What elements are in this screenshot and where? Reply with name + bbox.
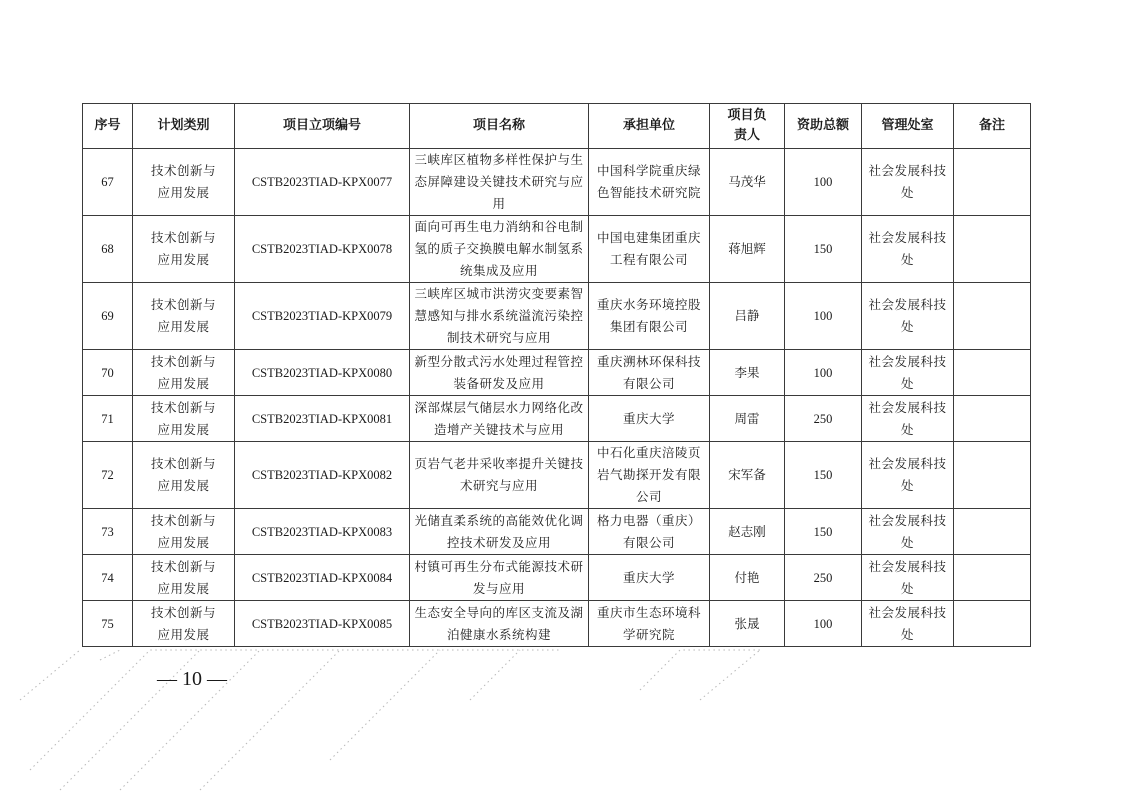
- cell-leader: 吕静: [710, 283, 785, 350]
- cell-dept: 社会发展科技处: [862, 442, 954, 509]
- table-header-row: [83, 104, 1031, 149]
- cell-category: 技术创新与应用发展: [133, 350, 235, 396]
- cell-seq: 69: [83, 283, 133, 350]
- cell-leader: 宋军备: [710, 442, 785, 509]
- header-leader: 项目负责人: [710, 104, 785, 149]
- cell-seq: 72: [83, 442, 133, 509]
- cell-dept: 社会发展科技处: [862, 509, 954, 555]
- header-code: 项目立项编号: [235, 104, 410, 149]
- cell-seq: 74: [83, 555, 133, 601]
- cell-note: [954, 601, 1031, 647]
- table-row: [83, 216, 1031, 283]
- cell-leader: 付艳: [710, 555, 785, 601]
- cell-name: 深部煤层气储层水力网络化改造增产关键技术与应用: [410, 396, 589, 442]
- cell-note: [954, 442, 1031, 509]
- cell-code: CSTB2023TIAD-KPX0081: [235, 396, 410, 442]
- cell-dept: 社会发展科技处: [862, 283, 954, 350]
- table-row: [83, 149, 1031, 216]
- cell-category: 技术创新与应用发展: [133, 283, 235, 350]
- cell-amount: 250: [785, 555, 862, 601]
- cell-note: [954, 149, 1031, 216]
- cell-unit: 重庆市生态环境科学研究院: [589, 601, 710, 647]
- cell-code: CSTB2023TIAD-KPX0082: [235, 442, 410, 509]
- cell-category: 技术创新与应用发展: [133, 149, 235, 216]
- cell-note: [954, 216, 1031, 283]
- cell-note: [954, 396, 1031, 442]
- cell-dept: 社会发展科技处: [862, 396, 954, 442]
- cell-code: CSTB2023TIAD-KPX0078: [235, 216, 410, 283]
- cell-code: CSTB2023TIAD-KPX0077: [235, 149, 410, 216]
- cell-name: 新型分散式污水处理过程管控装备研发及应用: [410, 350, 589, 396]
- cell-code: CSTB2023TIAD-KPX0085: [235, 601, 410, 647]
- cell-category: 技术创新与应用发展: [133, 396, 235, 442]
- cell-unit: 重庆大学: [589, 396, 710, 442]
- cell-note: [954, 555, 1031, 601]
- cell-seq: 71: [83, 396, 133, 442]
- cell-amount: 150: [785, 216, 862, 283]
- cell-leader: 周雷: [710, 396, 785, 442]
- cell-amount: 100: [785, 350, 862, 396]
- cell-category: 技术创新与应用发展: [133, 509, 235, 555]
- cell-seq: 73: [83, 509, 133, 555]
- cell-unit: 重庆水务环境控股集团有限公司: [589, 283, 710, 350]
- cell-leader: 张晟: [710, 601, 785, 647]
- cell-unit: 格力电器（重庆）有限公司: [589, 509, 710, 555]
- cell-leader: 马茂华: [710, 149, 785, 216]
- header-unit: 承担单位: [589, 104, 710, 149]
- cell-name: 页岩气老井采收率提升关键技术研究与应用: [410, 442, 589, 509]
- cell-name: 三峡库区城市洪涝灾变要素智慧感知与排水系统溢流污染控制技术研究与应用: [410, 283, 589, 350]
- cell-amount: 100: [785, 601, 862, 647]
- cell-dept: 社会发展科技处: [862, 149, 954, 216]
- cell-unit: 中国电建集团重庆工程有限公司: [589, 216, 710, 283]
- cell-amount: 150: [785, 509, 862, 555]
- cell-note: [954, 350, 1031, 396]
- cell-code: CSTB2023TIAD-KPX0083: [235, 509, 410, 555]
- cell-name: 面向可再生电力消纳和谷电制氢的质子交换膜电解水制氢系统集成及应用: [410, 216, 589, 283]
- table-row: [83, 350, 1031, 396]
- cell-seq: 70: [83, 350, 133, 396]
- cell-name: 村镇可再生分布式能源技术研发与应用: [410, 555, 589, 601]
- cell-leader: 赵志刚: [710, 509, 785, 555]
- header-category: 计划类别: [133, 104, 235, 149]
- project-table: [82, 103, 1031, 647]
- cell-unit: 重庆大学: [589, 555, 710, 601]
- cell-unit: 中石化重庆涪陵页岩气勘探开发有限公司: [589, 442, 710, 509]
- table-row: [83, 601, 1031, 647]
- cell-code: CSTB2023TIAD-KPX0084: [235, 555, 410, 601]
- cell-name: 光储直柔系统的高能效优化调控技术研发及应用: [410, 509, 589, 555]
- cell-leader: 蒋旭辉: [710, 216, 785, 283]
- table-row: [83, 555, 1031, 601]
- cell-amount: 150: [785, 442, 862, 509]
- cell-category: 技术创新与应用发展: [133, 555, 235, 601]
- cell-code: CSTB2023TIAD-KPX0079: [235, 283, 410, 350]
- cell-code: CSTB2023TIAD-KPX0080: [235, 350, 410, 396]
- cell-seq: 75: [83, 601, 133, 647]
- header-seq: 序号: [83, 104, 133, 149]
- cell-category: 技术创新与应用发展: [133, 601, 235, 647]
- table-row: [83, 442, 1031, 509]
- cell-amount: 100: [785, 149, 862, 216]
- header-amount: 资助总额: [785, 104, 862, 149]
- table-row: [83, 283, 1031, 350]
- cell-category: 技术创新与应用发展: [133, 216, 235, 283]
- cell-name: 生态安全导向的库区支流及湖泊健康水系统构建: [410, 601, 589, 647]
- cell-note: [954, 509, 1031, 555]
- cell-dept: 社会发展科技处: [862, 555, 954, 601]
- cell-category: 技术创新与应用发展: [133, 442, 235, 509]
- page-number: — 10 —: [157, 668, 227, 690]
- cell-amount: 100: [785, 283, 862, 350]
- header-name: 项目名称: [410, 104, 589, 149]
- cell-seq: 67: [83, 149, 133, 216]
- header-dept: 管理处室: [862, 104, 954, 149]
- cell-leader: 李果: [710, 350, 785, 396]
- table-row: [83, 396, 1031, 442]
- cell-name: 三峡库区植物多样性保护与生态屏障建设关键技术研究与应用: [410, 149, 589, 216]
- cell-dept: 社会发展科技处: [862, 601, 954, 647]
- cell-unit: 重庆溯林环保科技有限公司: [589, 350, 710, 396]
- cell-note: [954, 283, 1031, 350]
- cell-dept: 社会发展科技处: [862, 350, 954, 396]
- table-row: [83, 509, 1031, 555]
- cell-amount: 250: [785, 396, 862, 442]
- header-note: 备注: [954, 104, 1031, 149]
- cell-unit: 中国科学院重庆绿色智能技术研究院: [589, 149, 710, 216]
- cell-seq: 68: [83, 216, 133, 283]
- cell-dept: 社会发展科技处: [862, 216, 954, 283]
